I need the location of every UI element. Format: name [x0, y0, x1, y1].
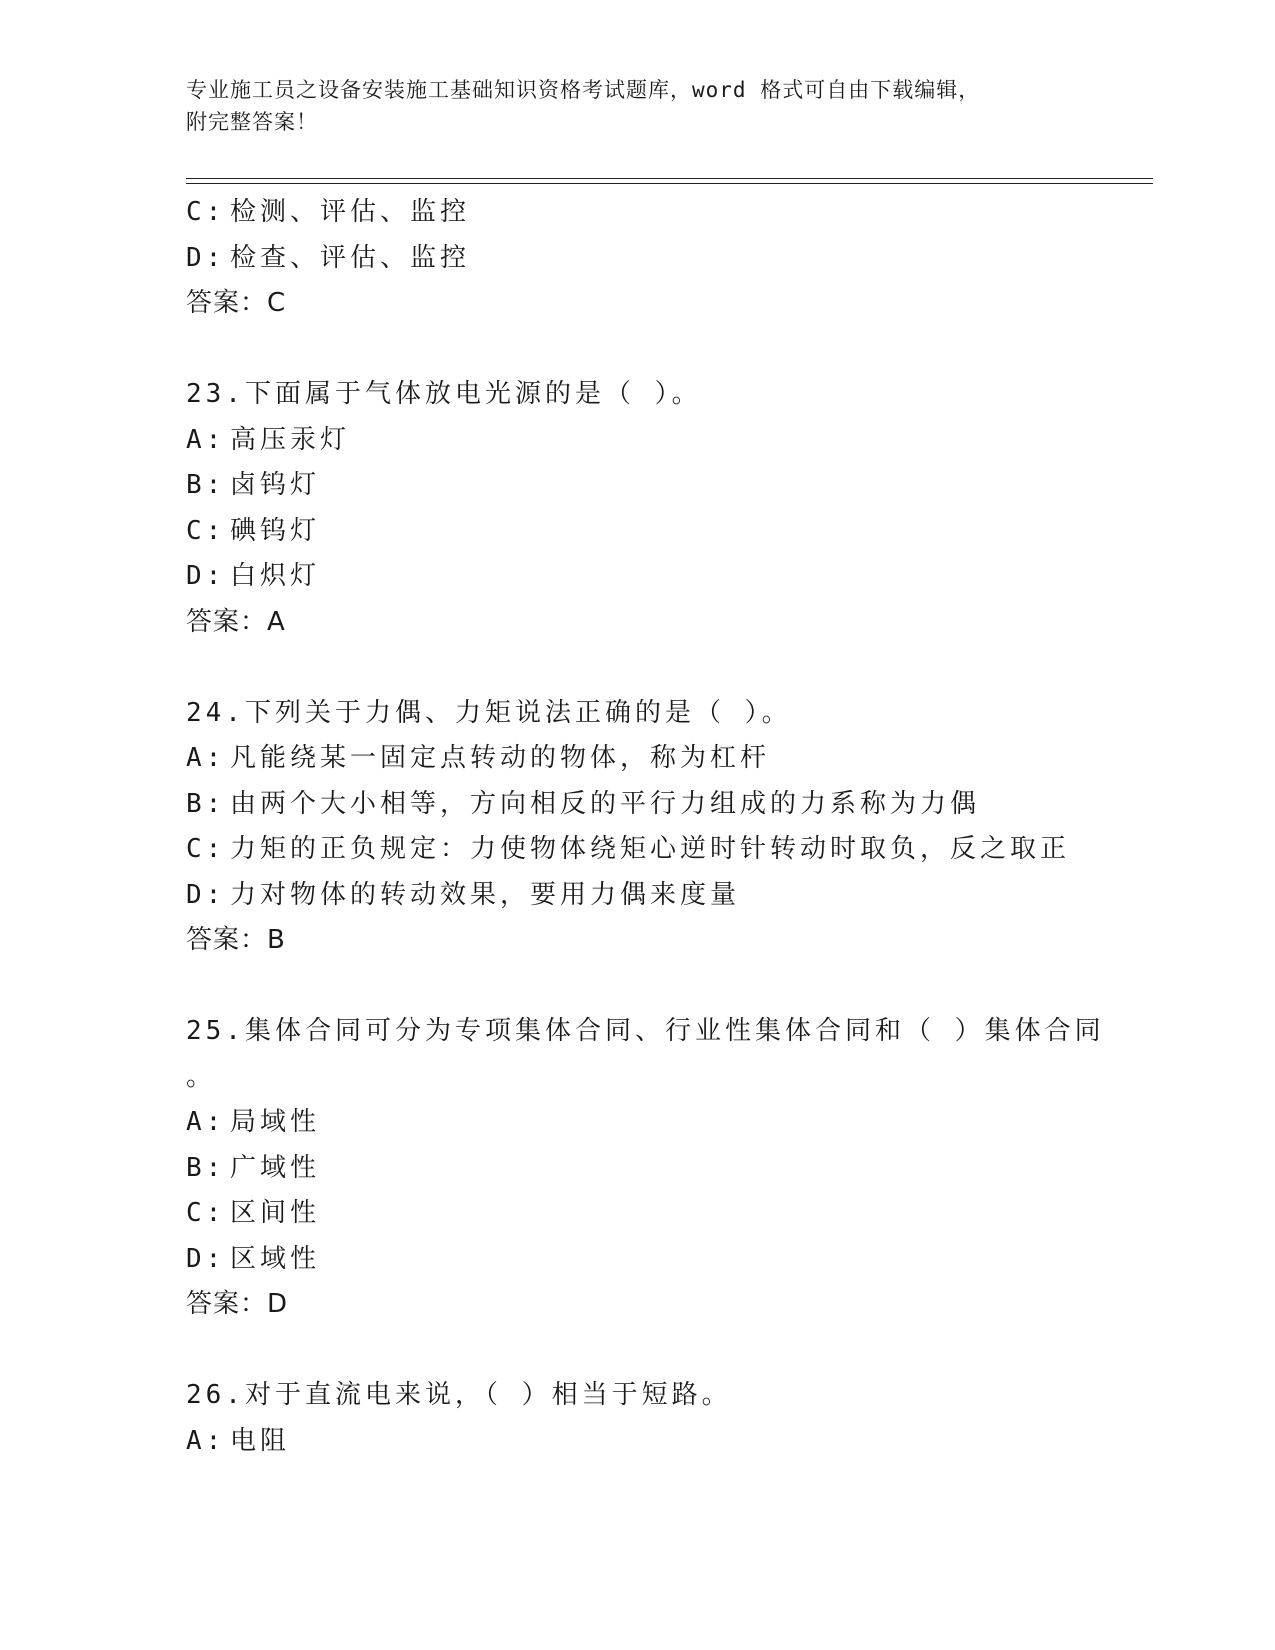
answer-line: 答案：D [186, 1289, 289, 1319]
option-text: 碘钨灯 [230, 515, 321, 546]
option-key: C: [186, 834, 226, 864]
question-stem: 24.下列关于力偶、力矩说法正确的是（ ）。 [186, 697, 792, 728]
option-a [186, 1419, 1146, 1465]
option-text: 广域性 [230, 1152, 321, 1183]
option-d [186, 1237, 1146, 1283]
option-b [186, 1146, 1146, 1192]
question-stem-continuation: 。 [186, 1061, 217, 1092]
question-24 [186, 691, 1146, 964]
option-key: D: [186, 242, 226, 273]
question-25 [186, 1009, 1146, 1328]
header-line-2: 附完整答案！ [186, 110, 318, 134]
option-a [186, 736, 1146, 782]
option-key: B: [186, 470, 226, 500]
question-23 [186, 372, 1146, 645]
question-stem: 26.对于直流电来说，（ ）相当于短路。 [186, 1380, 732, 1410]
option-text: 检测、评估、监控 [230, 197, 471, 227]
option-c [186, 1191, 1146, 1237]
option-key: C: [186, 515, 226, 546]
option-text: 区域性 [230, 1243, 321, 1274]
option-b [186, 782, 1146, 828]
option-key: A: [186, 743, 226, 773]
option-c [186, 190, 1146, 236]
option-text: 由两个大小相等，方向相反的平行力组成的力系称为力偶 [230, 788, 981, 819]
question-stem: 25.集体合同可分为专项集体合同、行业性集体合同和（ ）集体合同 [186, 1016, 1105, 1046]
option-d [186, 554, 1146, 600]
option-text: 力矩的正负规定：力使物体绕矩心逆时针转动时取负，反之取正 [230, 834, 1071, 864]
option-a [186, 418, 1146, 464]
option-text: 区间性 [230, 1198, 321, 1228]
option-text: 凡能绕某一固定点转动的物体，称为杠杆 [230, 743, 771, 773]
question-26 [186, 1373, 1146, 1464]
option-text: 高压汞灯 [230, 424, 351, 455]
question-content [186, 190, 1146, 1464]
option-text: 力对物体的转动效果，要用力偶来度量 [230, 879, 741, 910]
spacer [186, 1328, 1146, 1374]
option-key: D: [186, 1243, 226, 1274]
header-divider-top [186, 178, 1153, 179]
option-key: C: [186, 197, 226, 227]
option-key: D: [186, 561, 226, 591]
option-key: D: [186, 879, 226, 910]
option-key: A: [186, 1107, 226, 1137]
spacer [186, 327, 1146, 373]
option-key: B: [186, 1152, 226, 1183]
spacer [186, 964, 1146, 1010]
option-key: A: [186, 1425, 226, 1456]
option-b [186, 463, 1146, 509]
answer-line: 答案：C [186, 288, 287, 318]
option-d [186, 873, 1146, 919]
prev-question-block [186, 190, 1146, 327]
answer-line: 答案：A [186, 606, 286, 637]
option-text: 电阻 [230, 1425, 291, 1456]
document-header [186, 74, 1106, 138]
header-line-1: 专业施工员之设备安装施工基础知识资格考试题库，word 格式可自由下载编辑， [186, 78, 981, 102]
option-text: 白炽灯 [230, 561, 321, 591]
option-key: C: [186, 1198, 226, 1228]
question-stem: 23.下面属于气体放电光源的是（ ）。 [186, 379, 702, 409]
option-text: 局域性 [230, 1107, 321, 1137]
option-text: 卤钨灯 [230, 470, 321, 500]
option-a [186, 1100, 1146, 1146]
option-text: 检查、评估、监控 [230, 242, 471, 273]
option-c [186, 827, 1146, 873]
option-c [186, 509, 1146, 555]
option-key: B: [186, 788, 226, 819]
header-divider-bottom [186, 183, 1153, 184]
answer-line: 答案：B [186, 925, 286, 955]
option-d [186, 236, 1146, 282]
option-key: A: [186, 424, 226, 455]
spacer [186, 645, 1146, 691]
